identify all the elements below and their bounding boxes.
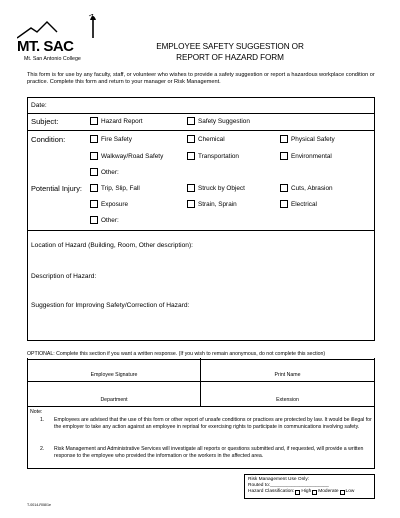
checkbox[interactable] xyxy=(90,200,98,208)
checkbox[interactable] xyxy=(90,117,98,125)
checkbox[interactable] xyxy=(90,184,98,192)
condition-transportation[interactable]: Transportation xyxy=(187,152,239,160)
logo-subtitle: Mt. San Antonio College xyxy=(24,56,81,62)
condition-chemical[interactable]: Chemical xyxy=(187,135,225,143)
checkbox[interactable] xyxy=(187,184,195,192)
checkbox[interactable] xyxy=(90,216,98,224)
signature-grid xyxy=(27,358,375,407)
hazard-form xyxy=(27,97,375,341)
divider xyxy=(28,230,374,231)
logo-name: MT. SAC xyxy=(17,38,74,55)
note-heading: Note: xyxy=(30,409,43,415)
checkbox[interactable] xyxy=(312,490,317,495)
subject-safety-suggestion[interactable]: Safety Suggestion xyxy=(187,117,250,125)
risk-management-box xyxy=(244,474,375,499)
title-line-2: REPORT OF HAZARD FORM xyxy=(176,53,284,62)
checkbox[interactable] xyxy=(280,184,288,192)
injury-exposure[interactable]: Exposure xyxy=(90,200,128,208)
employee-signature-field[interactable]: Employee Signature xyxy=(28,358,201,382)
injury-label: Potential Injury: xyxy=(31,184,82,193)
form-number: T-0014-R08/1e xyxy=(27,503,51,507)
risk-routed: Routed to:______________________ xyxy=(248,483,329,488)
checkbox[interactable] xyxy=(187,135,195,143)
title-line-1: EMPLOYEE SAFETY SUGGESTION OR xyxy=(156,42,304,51)
condition-other[interactable]: Other: xyxy=(90,168,119,176)
description-label: Description of Hazard: xyxy=(31,273,97,280)
subject-label: Subject: xyxy=(31,117,59,126)
suggestion-label: Suggestion for Improving Safety/Correction of Hazard: xyxy=(31,302,190,309)
checkbox[interactable] xyxy=(280,135,288,143)
checkbox[interactable] xyxy=(90,168,98,176)
risk-title: Risk Management Use Only: xyxy=(248,477,310,482)
date-label: Date: xyxy=(31,102,47,109)
checkbox[interactable] xyxy=(187,152,195,160)
form-title xyxy=(120,41,340,63)
injury-other[interactable]: Other: xyxy=(90,216,119,224)
condition-fire-safety[interactable]: Fire Safety xyxy=(90,135,132,143)
checkbox[interactable] xyxy=(187,200,195,208)
checkbox[interactable] xyxy=(295,490,300,495)
checkbox[interactable] xyxy=(187,117,195,125)
extension-field[interactable]: Extension xyxy=(276,397,299,403)
risk-classification: Hazard Classification: High Moderate Low xyxy=(248,489,355,494)
optional-instructions: OPTIONAL: Complete this section if you want a written response. (If you wish to remain anonymous, do not complete this section) xyxy=(27,351,375,360)
checkbox[interactable] xyxy=(90,152,98,160)
divider xyxy=(28,130,374,131)
condition-physical-safety[interactable]: Physical Safety xyxy=(280,135,335,143)
checkbox[interactable] xyxy=(90,135,98,143)
checkbox[interactable] xyxy=(280,152,288,160)
intro-text: This form is for use by any faculty, staff, or volunteer who wishes to provide a safety suggestion or report a hazardous workplace condition or practice. Complete this form and return to your manager or Risk Management. xyxy=(27,72,375,86)
injury-trip-slip-fall[interactable]: Trip, Slip, Fall xyxy=(90,184,140,192)
department-field[interactable]: Department xyxy=(28,382,201,406)
injury-strain-sprain[interactable]: Strain, Sprain xyxy=(187,200,237,208)
subject-hazard-report[interactable]: Hazard Report xyxy=(90,117,143,125)
condition-label: Condition: xyxy=(31,135,66,144)
checkbox[interactable] xyxy=(340,490,345,495)
injury-electrical[interactable]: Electrical xyxy=(280,200,317,208)
condition-walkway[interactable]: Walkway/Road Safety xyxy=(90,152,163,160)
notes-box: Note: 1. Employees are advised that the use of this form or other report of unsafe conditions or practices are protected by law. It would be illegal for the employer to take any action against an employee in reprisal for exercising rights to participate in communications involving safety. 2. Risk Management and Administrative Services will investigate all reports or questions submitted and, if requested, will provide a written response to the employee who provided the information or the workers in the affected area. xyxy=(27,407,375,469)
checkbox[interactable] xyxy=(280,200,288,208)
condition-environmental[interactable]: Environmental xyxy=(280,152,332,160)
injury-cuts-abrasion[interactable]: Cuts, Abrasion xyxy=(280,184,333,192)
location-label: Location of Hazard (Building, Room, Other description): xyxy=(31,242,193,249)
injury-struck-by-object[interactable]: Struck by Object xyxy=(187,184,245,192)
divider xyxy=(28,113,374,114)
print-name-field[interactable]: Print Name xyxy=(201,358,374,382)
